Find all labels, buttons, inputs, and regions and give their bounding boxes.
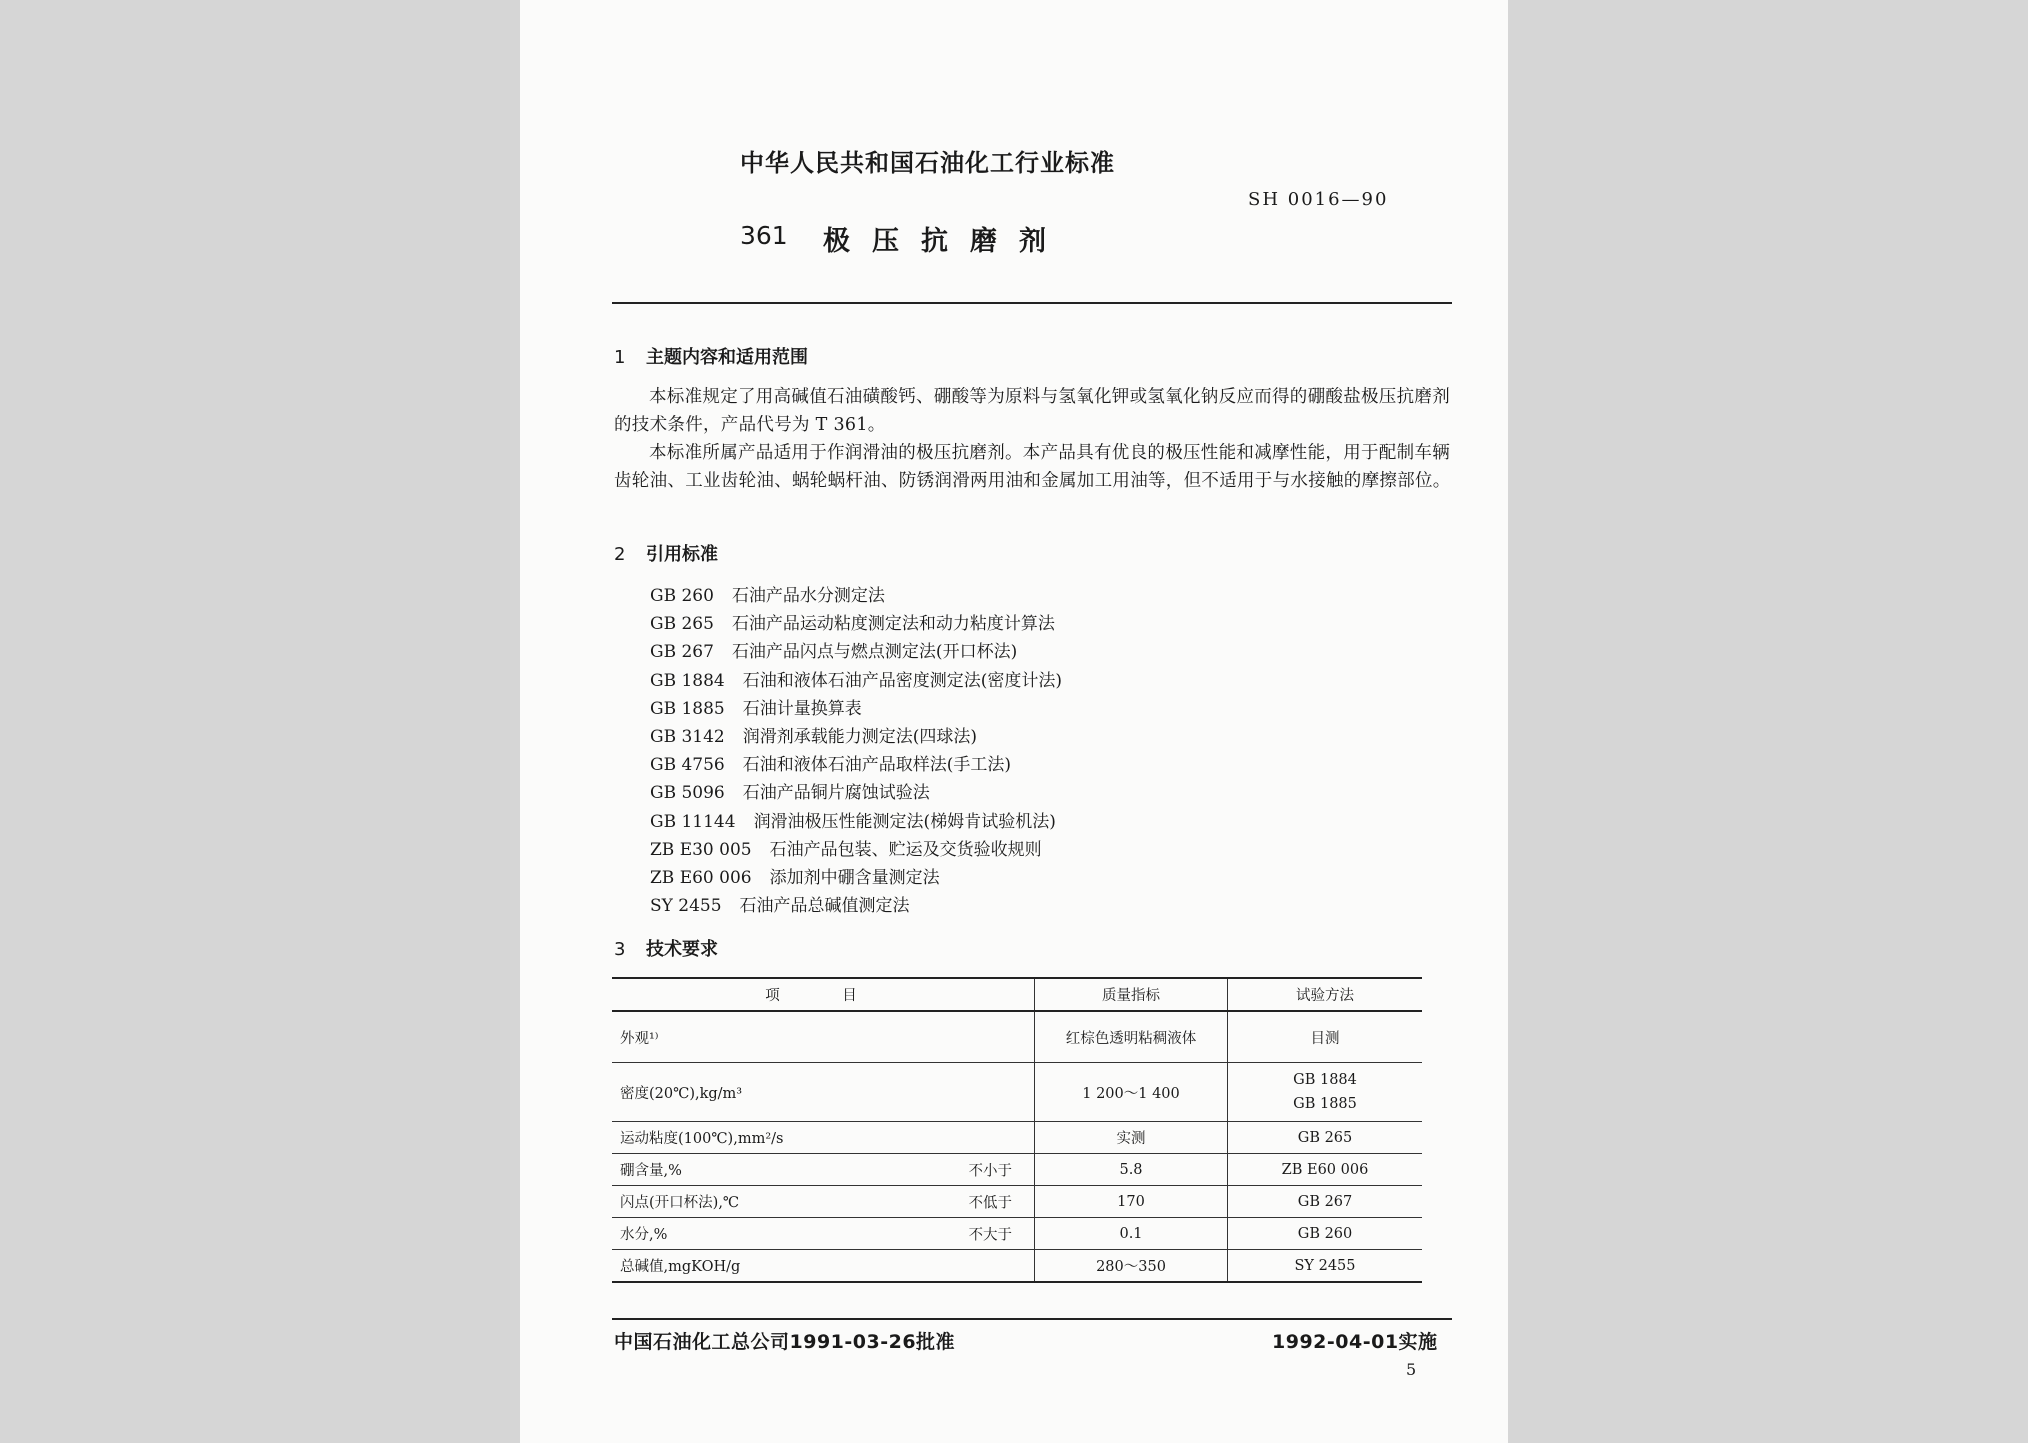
- technical-requirements-table: [612, 977, 1422, 1283]
- title-number: 361: [740, 221, 788, 250]
- header-method: 试验方法: [1228, 978, 1423, 1011]
- section-number: 2: [614, 544, 626, 565]
- section-number: 1: [614, 347, 626, 368]
- section-1-heading: [614, 343, 808, 369]
- reference-item: GB 265 石油产品运动粘度测定法和动力粘度计算法: [650, 614, 1055, 635]
- section-number: 3: [614, 939, 626, 960]
- reference-item: ZB E60 006 添加剂中硼含量测定法: [650, 868, 940, 889]
- reference-item: GB 260 石油产品水分测定法: [650, 586, 885, 606]
- document-page: [520, 0, 1508, 1443]
- section-title: 主题内容和适用范围: [646, 347, 808, 368]
- table-row: 运动粘度(100℃),mm²/s 实测 GB 265: [612, 1122, 1422, 1154]
- table-row: 水分,% 不大于 0.1 GB 260: [612, 1218, 1422, 1250]
- reference-item: GB 1884 石油和液体石油产品密度测定法(密度计法): [650, 670, 1063, 691]
- table-row: 闪点(开口杯法),℃ 不低于 170 GB 267: [612, 1186, 1422, 1218]
- reference-item: GB 5096 石油产品铜片腐蚀试验法: [650, 783, 930, 804]
- header-item: 项 目: [612, 978, 1035, 1011]
- reference-item: GB 11144 润滑油极压性能测定法(梯姆肯试验机法): [650, 811, 1056, 832]
- table-row: 总碱值,mgKOH/g 280～350 SY 2455: [612, 1250, 1422, 1283]
- section-3-heading: [614, 935, 718, 961]
- reference-item: SY 2455 石油产品总碱值测定法: [650, 896, 910, 917]
- table-header-row: [612, 978, 1422, 1011]
- standard-number: SH 0016—90: [1248, 189, 1389, 210]
- section-2-heading: [614, 540, 718, 566]
- table-row: 硼含量,% 不小于 5.8 ZB E60 006: [612, 1154, 1422, 1186]
- reference-item: GB 4756 石油和液体石油产品取样法(手工法): [650, 755, 1012, 776]
- approval-line: 中国石油化工总公司1991-03-26批准: [614, 1331, 956, 1353]
- header-quality: 质量指标: [1035, 978, 1228, 1011]
- page-number: 5: [1406, 1360, 1417, 1379]
- reference-item: GB 267 石油产品闪点与燃点测定法(开口杯法): [650, 642, 1018, 663]
- reference-item: ZB E30 005 石油产品包装、贮运及交货验收规则: [650, 839, 1042, 860]
- reference-item: GB 1885 石油计量换算表: [650, 698, 862, 719]
- section-title: 技术要求: [646, 939, 718, 960]
- issuing-organization: 中华人民共和国石油化工行业标准: [740, 149, 1115, 177]
- section-1-paragraph-2: 本标准所属产品适用于作润滑油的极压抗磨剂。本产品具有优良的极压性能和减摩性能，用于配制车辆齿轮油、工业齿轮油、蜗轮蜗杆油、防锈润滑两用油和金属加工用油等，但不适用于与水接触的摩擦部位。: [614, 443, 1451, 491]
- section-title: 引用标准: [646, 544, 718, 565]
- reference-list: [650, 582, 1062, 920]
- table-row: 密度(20℃),kg/m³ 1 200～1 400 GB 1884 GB 1885: [612, 1063, 1422, 1122]
- section-1-paragraph-1: 本标准规定了用高碱值石油磺酸钙、硼酸等为原料与氢氧化钾或氢氧化钠反应而得的硼酸盐极压抗磨剂的技术条件，产品代号为 T 361。: [614, 387, 1450, 435]
- document-title: 极压抗磨剂: [823, 226, 1068, 257]
- header-divider: [612, 302, 1452, 304]
- implementation-date: 1992-04-01实施: [1272, 1331, 1438, 1353]
- reference-item: GB 3142 润滑剂承载能力测定法(四球法): [650, 727, 978, 748]
- footer-divider: [612, 1318, 1452, 1320]
- table-row: 外观¹⁾ 红棕色透明粘稠液体 目测: [612, 1011, 1422, 1063]
